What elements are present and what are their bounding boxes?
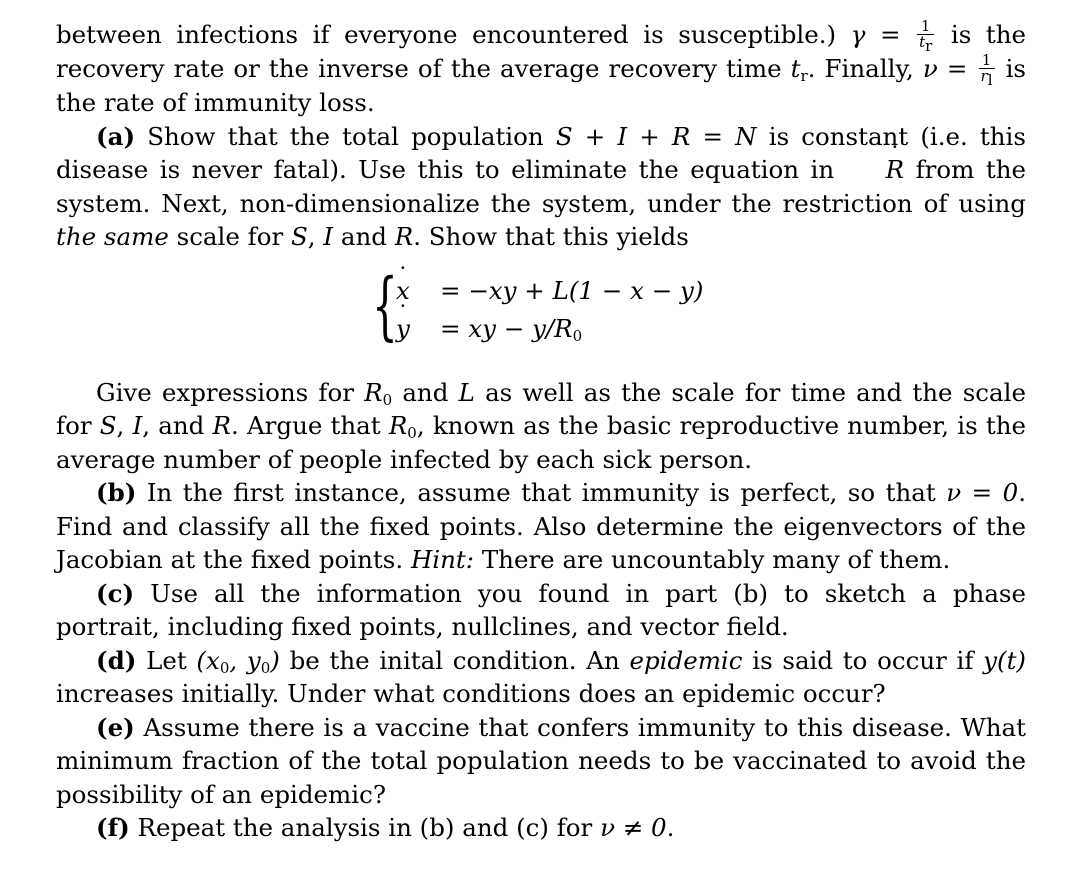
epidemic-emphasis: epidemic [629, 645, 743, 675]
initial-condition: ($x_0$, $y_0$) [196, 645, 280, 677]
equation-x-dot: x ˙ = −xy + L(1 − x − y) [396, 274, 703, 308]
part-c-label: (c) [96, 578, 135, 608]
part-d-label: (d) [96, 645, 137, 675]
ode-system [56, 262, 1026, 354]
intro-line-1-end: is the recovery [56, 20, 1027, 83]
part-b-paragraph: (b) In the first instance, assume that immunity is perfect, so that ν = 0. Find and classify all the fixed points. Also determine the eigenvectors of the Jacobian at the fixed points. Hint: There are uncountably many of them. [56, 478, 1027, 574]
part-a-paragraph: (a) Show that the total population S + I + R = N is constant (i.e. this disease is never fatal). Use this to eliminate the equation in R ˙ from the system. Next, non-dimensionalize the system, under the restriction of using the same scale for S, I and R. Show that this yields [56, 120, 1026, 254]
nu-symbol: ν [922, 54, 938, 83]
part-f-paragraph: (f) Repeat the analysis in (b) and (c) for ν ≠ 0. [96, 813, 675, 842]
gamma-symbol: γ [850, 20, 866, 49]
r0-symbol: $R_0$ [364, 377, 393, 409]
part-e-paragraph: (e) Assume there is a vaccine that confers immunity to this disease. What minimum fraction of the total population needs to be vaccinated to avoid the possibility of an epidemic? [56, 712, 1026, 809]
the-same-emphasis: the same [56, 222, 169, 251]
population-equation: S + I + R = N [555, 121, 757, 151]
problem-text [56, 18, 1026, 845]
equation-y-dot: y ˙ = xy − $y/R_0$ [396, 312, 582, 346]
intro-line-1: between infections if everyone encountered is susceptible.) [56, 20, 837, 49]
recovery-time-symbol: $t_r$ [790, 54, 808, 85]
fraction-one-over-tr: $\frac{1}{t_r}$ [919, 17, 933, 55]
left-brace: { [372, 262, 398, 349]
part-e-label: (e) [96, 712, 135, 742]
part-a-label: (a) [96, 121, 136, 151]
r-dot-symbol: R ˙ [846, 153, 904, 187]
fraction-one-over-rl: $\frac{1}{r_l}$ [980, 51, 993, 89]
intro-paragraph: between infections if everyone encountered is susceptible.) γ = $\frac{1}{t_r}$ is the recovery rate or the inverse of the average recovery time $t_r$. Finally, ν = $\frac{1}{r_l}$ is the rate of immunity loss. [56, 17, 1027, 117]
part-d-paragraph: (d) Let ($x_0$, $y_0$) be the inital condition. An epidemic is said to occur if y(t) increases initially. Under what conditions does an epidemic occur? [56, 645, 1026, 708]
part-a-continued-paragraph: Give expressions for $R_0$ and L as well as the scale for time and the scale for S, I, and R. Argue that $R_0$, known as the basic reproductive number, is the average number of people infected by each sick person. [56, 377, 1026, 474]
hint-label: Hint: [410, 545, 475, 574]
equals-sign: = [879, 20, 901, 49]
part-b-label: (b) [96, 478, 137, 507]
part-f-label: (f) [96, 813, 130, 842]
part-c-paragraph: (c) Use all the information you found in part (b) to sketch a phase portrait, including fixed points, nullclines, and vector field. [56, 578, 1026, 641]
intro-line-3: immunity loss. [193, 88, 375, 117]
intro-line-2: rate or the inverse of the average recovery time [173, 54, 782, 83]
